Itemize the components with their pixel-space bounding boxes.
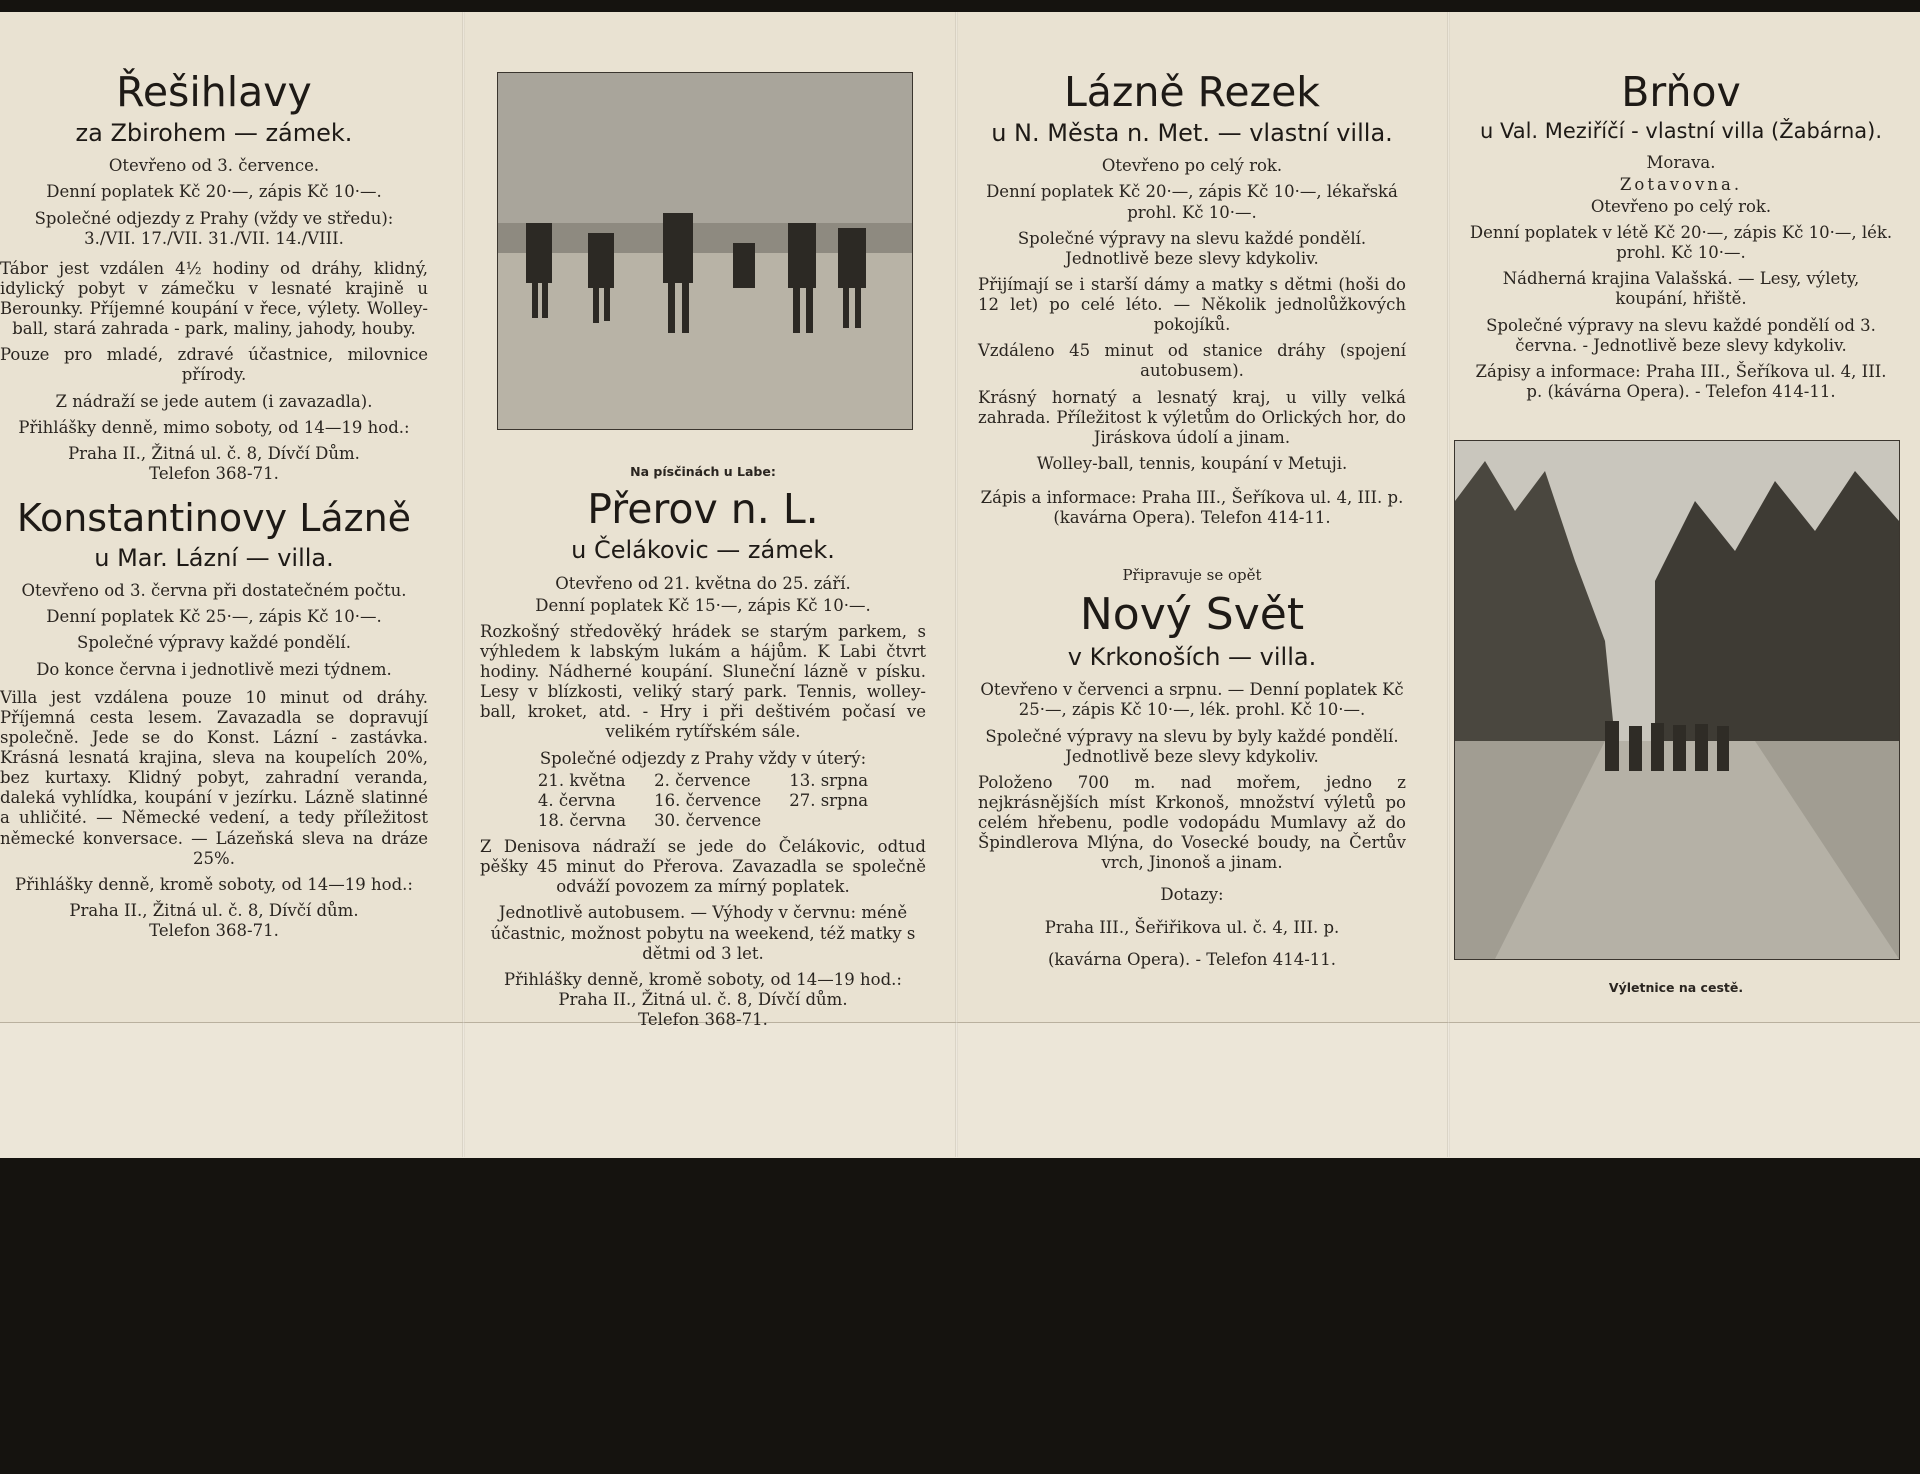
text-paragraph: Nádherná krajina Valašská. — Lesy, výlety, koupání, hřiště. bbox=[1502, 269, 1860, 309]
text-paragraph: Villa jest vzdálena pouze 10 minut od dráhy. Příjemná cesta lesem. Zavazadla se dopravují společně. Jede se do Konst. Lázní - zastávka. Krásná lesnatá krajina, sleva na koupelích 20%, bez kurtaxy. Klidný pobyt, zahradní veranda, daleká vyhlídka, koupání v jezírku. Lázně slatinné a uhličité. — Německé vedení, a tedy příležitost německé konversace. — Lázeňská sleva na dráze 25%. bbox=[0, 687, 428, 868]
text-paragraph: Společné výpravy na slevu každé pondělí od 3. června. - Jednotlivě beze slevy kdykoliv. bbox=[1486, 315, 1876, 355]
title-konstantinovy: Konstantinovy Lázně bbox=[16, 496, 412, 541]
text-line: Praha II., Žitná ul. č. 8, Dívčí dům. bbox=[69, 900, 359, 920]
text-line: Do konce června i jednotlivě mezi týdnem. bbox=[36, 659, 392, 679]
subtitle-brnov: u Val. Meziříčí - vlastní villa (Žabárna). bbox=[1479, 119, 1882, 144]
panel-prerov bbox=[480, 464, 926, 1474]
subtitle-konstantinovy: u Mar. Lázní — villa. bbox=[94, 543, 334, 572]
fold-line bbox=[462, 12, 465, 1157]
table-cell: 27. srpna bbox=[789, 790, 869, 810]
fold-line bbox=[955, 12, 958, 1157]
subtitle-prerov: u Čelákovic — zámek. bbox=[571, 536, 835, 565]
text-line: Společné výpravy každé pondělí. bbox=[77, 633, 351, 653]
panel-rezek-novy-svet bbox=[978, 70, 1406, 1080]
text-paragraph: Pouze pro mladé, zdravé účastnice, milovnice přírody. bbox=[0, 345, 428, 385]
text-paragraph: Tábor jest vzdálen 4½ hodiny od dráhy, klidný, idylický pobyt v zámečku v lesnaté krajině u Berounky. Příjemné koupání v řece, výlety. Wolley-ball, stará zahrada - park, maliny, jahody, houby. bbox=[0, 258, 428, 339]
text-line: Otevřeno od 21. května do 25. září. bbox=[555, 573, 851, 593]
text-line: Dotazy: bbox=[1160, 885, 1224, 905]
text-paragraph: Denní poplatek v létě Kč 20·—, zápis Kč 10·—, lék. prohl. Kč 10·—. bbox=[1469, 223, 1893, 263]
text-line: Přihlášky denně, mimo soboty, od 14—19 hod.: bbox=[18, 417, 410, 437]
text-line: Společné odjezdy z Prahy vždy v úterý: bbox=[539, 748, 867, 768]
text-line: 3./VII. 17./VII. 31./VII. 14./VIII. bbox=[84, 228, 344, 248]
text-paragraph: Jednotlivě autobusem. — Výhody v červnu: méně účastnic, možnost pobytu na weekend, též matky s dětmi od 3 let. bbox=[490, 903, 916, 963]
leaflet-sheet bbox=[0, 12, 1920, 1157]
title-rezek: Lázně Rezek bbox=[1063, 68, 1321, 116]
text-paragraph: Společné výpravy na slevu každé pondělí. Jednotlivě beze slevy kdykoliv. bbox=[1017, 228, 1367, 268]
text-line: Denní poplatek Kč 20·—, zápis Kč 10·—. bbox=[46, 182, 382, 202]
text-paragraph: Rozkošný středověký hrádek se starým parkem, s výhledem k labským lukám a hájům. K Labi čtvrt hodiny. Nádherné koupání. Sluneční lázně v písku. Lesy v blízkosti, veliký starý park. Tennis, wolley-ball, kroket, atd. - Hry i při deštivém počasí ve velikém rytířském sále. bbox=[480, 621, 926, 742]
table-row bbox=[524, 771, 882, 791]
text-paragraph: Zápisy a informace: Praha III., Šeříkova ul. 4, III. p. (kávárna Opera). - Telefon 414-11. bbox=[1475, 361, 1887, 401]
title-resihlavy: Řešihlavy bbox=[116, 68, 312, 116]
table-row bbox=[524, 791, 882, 811]
text-line: Přihlášky denně, kromě soboty, od 14—19 hod.: bbox=[504, 969, 902, 989]
table-cell: 16. července bbox=[654, 790, 762, 810]
text-line: Wolley-ball, tennis, koupání v Metuji. bbox=[1036, 453, 1348, 473]
text-line: Telefon 368-71. bbox=[638, 1010, 768, 1030]
text-line: Praha II., Žitná ul. č. 8, Dívčí Dům. bbox=[68, 443, 360, 463]
text-line: Zotavovna. bbox=[1619, 174, 1743, 194]
text-paragraph: Přijímají se i starší dámy a matky s dětmi (hoši do 12 let) po celé léto. — Několik jednolůžkových pokojíků. bbox=[978, 274, 1406, 335]
subtitle-novy-svet: v Krkonoších — villa. bbox=[1067, 643, 1317, 672]
photo-beach-exercise bbox=[497, 72, 913, 430]
table-cell: 2. července bbox=[654, 770, 751, 790]
caption-brnov: Výletnice na cestě. bbox=[1608, 980, 1744, 995]
title-novy-svet: Nový Svět bbox=[1079, 588, 1305, 640]
table-cell: 4. června bbox=[537, 790, 616, 810]
text-paragraph: Vzdáleno 45 minut od stanice dráhy (spojení autobusem). bbox=[978, 341, 1406, 381]
text-paragraph: Zápis a informace: Praha III., Šeříkova ul. 4, III. p. (kavárna Opera). Telefon 414-11. bbox=[980, 488, 1404, 528]
text-paragraph: Denní poplatek Kč 20·—, zápis Kč 10·—, lékařská prohl. Kč 10·—. bbox=[986, 182, 1398, 222]
text-line: Otevřeno po celý rok. bbox=[1101, 156, 1283, 176]
title-prerov: Přerov n. L. bbox=[587, 485, 819, 534]
table-cell: 21. května bbox=[537, 770, 626, 790]
text-line: Telefon 368-71. bbox=[149, 463, 279, 483]
text-line: Společné odjezdy z Prahy (vždy ve středu): bbox=[34, 208, 394, 228]
table-row bbox=[524, 811, 882, 831]
departure-dates-table bbox=[524, 771, 882, 831]
table-cell bbox=[775, 811, 882, 831]
preparing-note: Připravuje se opět bbox=[1122, 566, 1262, 585]
panel-resihlavy-konstantinovy bbox=[0, 70, 428, 1080]
text-line: Denní poplatek Kč 15·—, zápis Kč 10·—. bbox=[535, 595, 871, 615]
text-line: Přihlášky denně, kromě soboty, od 14—19 hod.: bbox=[15, 874, 413, 894]
subtitle-rezek: u N. Města n. Met. — vlastní villa. bbox=[991, 119, 1393, 148]
caption-prerov: Na písčinách u Labe: bbox=[630, 464, 776, 479]
text-line: Otevřeno od 3. července. bbox=[108, 156, 320, 176]
text-line: Otevřeno od 3. června při dostatečném počtu. bbox=[21, 581, 407, 601]
text-line: (kavárna Opera). - Telefon 414-11. bbox=[1047, 949, 1337, 969]
subtitle-resihlavy: za Zbirohem — zámek. bbox=[75, 119, 353, 148]
table-cell: 30. července bbox=[654, 810, 762, 830]
text-paragraph: Otevřeno v červenci a srpnu. — Denní poplatek Kč 25·—, zápis Kč 10·—, lék. prohl. Kč 10·—. bbox=[980, 680, 1404, 720]
text-line: Z nádraží se jede autem (i zavazadla). bbox=[55, 391, 373, 411]
fold-line bbox=[1447, 12, 1450, 1157]
table-cell: 13. srpna bbox=[789, 770, 869, 790]
photo-hikers-road bbox=[1454, 440, 1900, 960]
table-cell: 18. června bbox=[537, 810, 627, 830]
beach-exercise-illustration bbox=[498, 73, 912, 429]
text-line: Telefon 368-71. bbox=[149, 921, 279, 941]
text-line: Morava. bbox=[1646, 152, 1716, 172]
text-line: Praha III., Šeřiřikova ul. č. 4, III. p. bbox=[1044, 917, 1340, 937]
text-paragraph: Z Denisova nádraží se jede do Čelákovic, odtud pěšky 45 minut do Přerova. Zavazadla se společně odváží povozem za mírný poplatek. bbox=[480, 837, 926, 897]
text-line: Otevřeno po celý rok. bbox=[1590, 196, 1772, 216]
text-paragraph: Položeno 700 m. nad mořem, jedno z nejkrásnějších míst Krkonoš, množství výletů po celém hřebenu, podle vodopádu Mumlavy až do Špindlerova Mlýna, do Vosecké boudy, na Čertův vrch, Jinonoš a jinam. bbox=[978, 772, 1406, 873]
text-paragraph: Společné výpravy na slevu by byly každé pondělí. Jednotlivě beze slevy kdykoliv. bbox=[985, 726, 1399, 766]
text-line: Denní poplatek Kč 25·—, zápis Kč 10·—. bbox=[46, 607, 382, 627]
title-brnov: Brňov bbox=[1621, 68, 1741, 116]
text-paragraph: Krásný hornatý a lesnatý kraj, u villy velká zahrada. Příležitost k výletům do Orlických hor, do Jiráskova údolí a jinam. bbox=[978, 387, 1406, 447]
text-line: Praha II., Žitná ul. č. 8, Dívčí dům. bbox=[558, 989, 848, 1009]
hikers-road-illustration bbox=[1455, 441, 1899, 959]
